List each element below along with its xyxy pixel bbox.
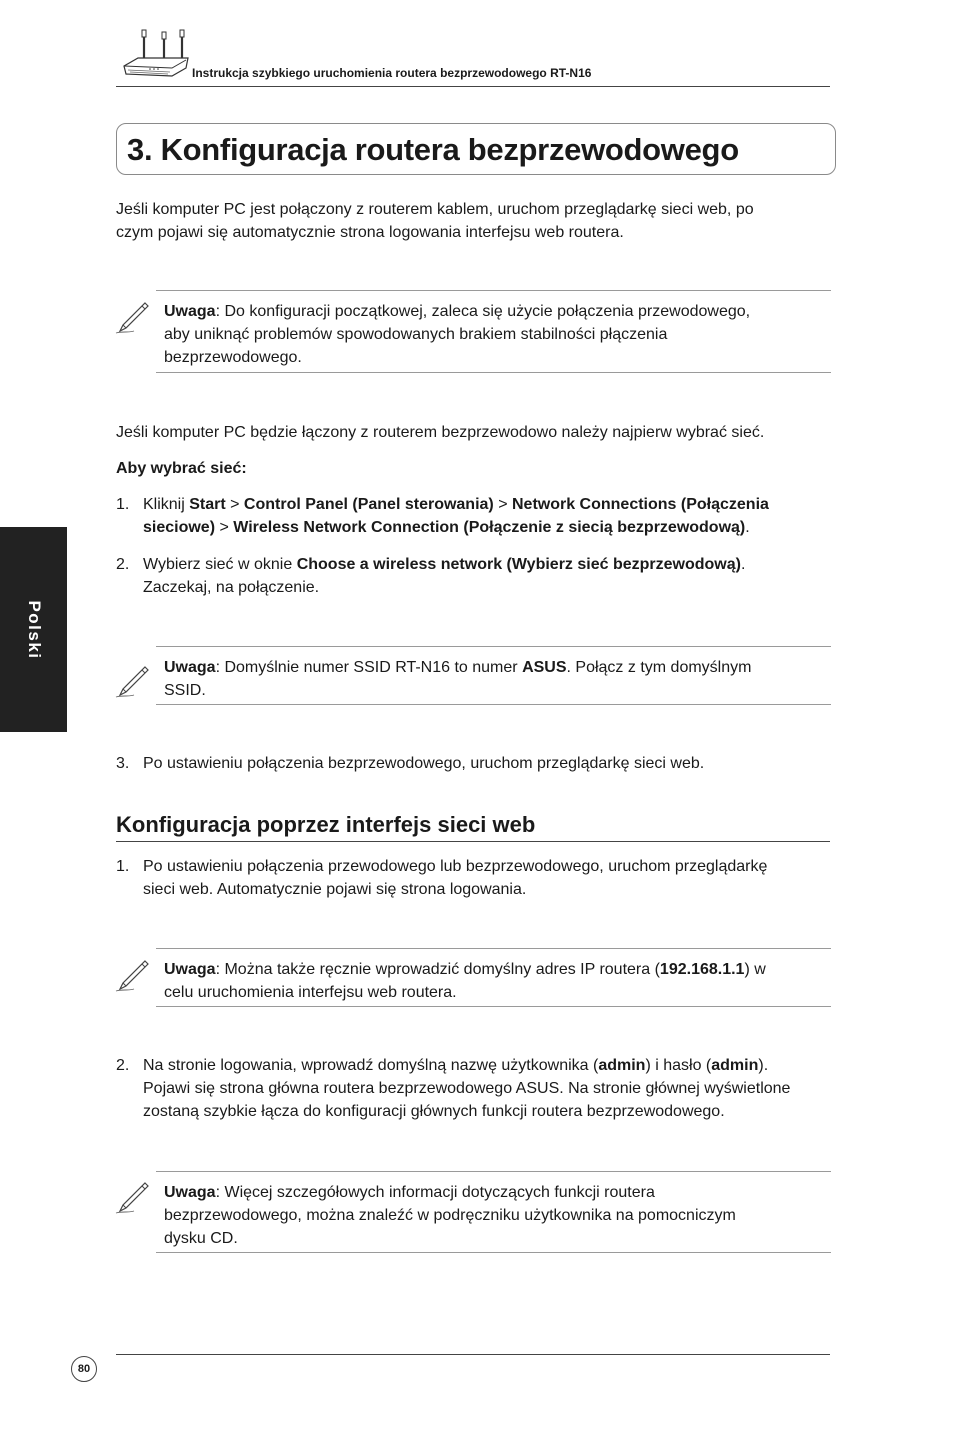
section-divider [116, 841, 830, 842]
note-divider [156, 1006, 831, 1007]
note-text: Uwaga: Do konfiguracji początkowej, zaleca się użycie połączenia przewodowego, aby uniknąć problemów spowodowanych brakiem stabilności płączenia bezprzewodowego. [164, 303, 751, 366]
pencil-icon [114, 958, 150, 994]
step-number: 1. [116, 858, 130, 875]
note-divider [156, 1252, 831, 1253]
step-number: 1. [116, 496, 130, 513]
header-text: Instrukcja szybkiego uruchomienia routera bezprzewodowego RT-N16 [192, 66, 592, 80]
list-item: Po ustawieniu połączenia bezprzewodowego, uruchom przeglądarkę sieci web. [143, 755, 705, 772]
note-text: Uwaga: Więcej szczegółowych informacji dotyczących funkcji routera bezprzewodowego, można znaleźć w podręczniku użytkownika na pomocniczym dysku CD. [164, 1184, 736, 1247]
note-divider [156, 704, 831, 705]
header-model: RT-N16 [550, 66, 592, 80]
header-divider [116, 86, 830, 87]
note-divider [156, 948, 831, 949]
pencil-icon [114, 664, 150, 700]
router-icon [120, 28, 190, 80]
intro-line: Jeśli komputer PC jest połączony z routerem kablem, uruchom przeglądarkę sieci web, po [116, 201, 754, 218]
intro-paragraph [116, 198, 836, 244]
choose-heading: Aby wybrać sieć: [116, 460, 247, 477]
language-tab: Polski [0, 527, 67, 732]
wireless-intro: Jeśli komputer PC będzie łączony z routerem bezprzewodowo należy najpierw wybrać sieć. [116, 424, 765, 441]
page-title-box [116, 123, 836, 175]
note-text: Uwaga: Można także ręcznie wprowadzić domyślny adres IP routera (192.168.1.1) w celu uruchomienia interfejsu web routera. [164, 961, 766, 1001]
note-divider [156, 372, 831, 373]
note-text: Uwaga: Domyślnie numer SSID RT-N16 to numer ASUS. Połącz z tym domyślnym SSID. [164, 659, 752, 699]
intro-line: czym pojawi się automatycznie strona logowania interfejsu web routera. [116, 224, 624, 241]
step-number: 3. [116, 755, 130, 772]
page-title: 3. Konfiguracja routera bezprzewodowego [127, 132, 739, 167]
step-number: 2. [116, 1057, 130, 1074]
step-number: 2. [116, 556, 130, 573]
note-label: Uwaga [164, 303, 216, 320]
pencil-icon [114, 1180, 150, 1216]
note-divider [156, 646, 831, 647]
note-divider [156, 290, 831, 291]
note-divider [156, 1171, 831, 1172]
section-heading: Konfiguracja poprzez interfejs sieci web [116, 812, 536, 837]
page-number: 80 [71, 1356, 97, 1382]
footer-divider [116, 1354, 830, 1355]
list-item: Kliknij Start > Control Panel (Panel sterowania) > Network Connections (Połączenia sieciowe) > Wireless Network Connection (Połączenie z siecią bezprzewodową). [143, 496, 769, 536]
pencil-icon [114, 300, 150, 336]
list-item: Na stronie logowania, wprowadź domyślną nazwę użytkownika (admin) i hasło (admin). Pojawi się strona główna routera bezprzewodowego ASUS. Na stronie głównej wyświetlone zostaną szybkie łącza do konfiguracji głównych funkcji routera bezprzewodowego. [143, 1057, 791, 1120]
list-item: Po ustawieniu połączenia przewodowego lub bezprzewodowego, uruchom przeglądarkę sieci web. Automatycznie pojawi się strona logowania. [143, 858, 768, 898]
list-item: Wybierz sieć w oknie Choose a wireless network (Wybierz sieć bezprzewodową). Zaczekaj, na połączenie. [143, 556, 746, 596]
